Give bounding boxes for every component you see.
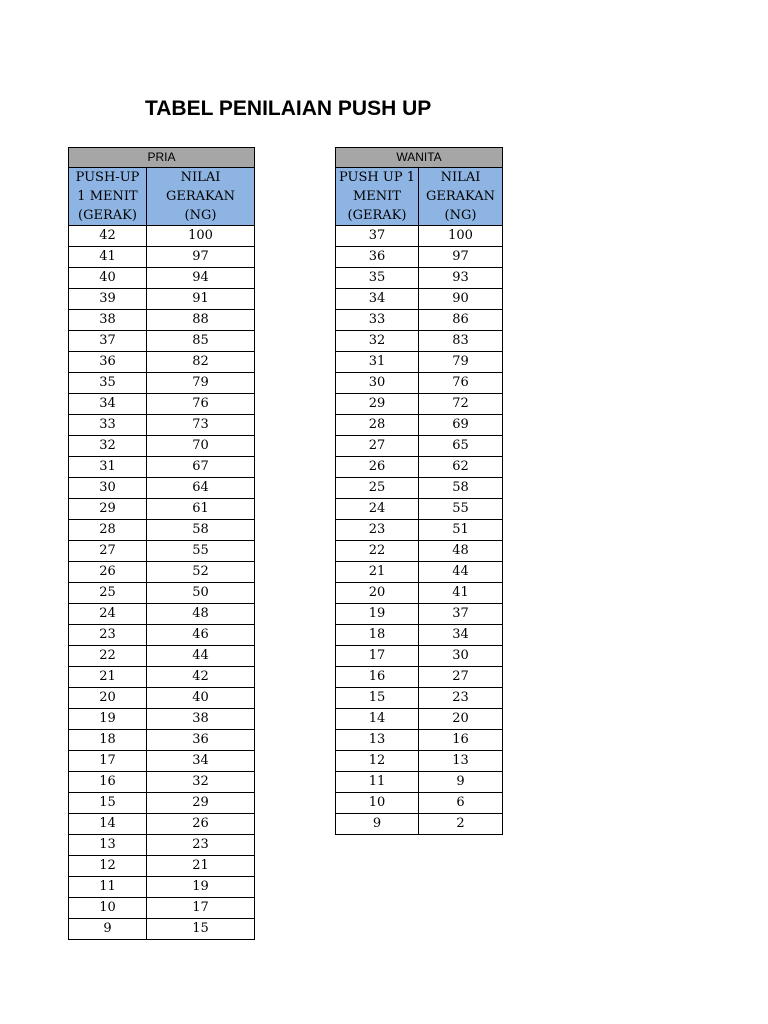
wanita-table-row bbox=[336, 373, 503, 394]
pria-table-row bbox=[69, 751, 255, 772]
wanita-nilai-cell: 86 bbox=[419, 310, 503, 331]
wanita-pushup-cell: 16 bbox=[336, 667, 419, 688]
wanita-nilai-cell: 20 bbox=[419, 709, 503, 730]
pria-table-row bbox=[69, 604, 255, 625]
pria-pushup-cell: 30 bbox=[69, 478, 147, 499]
pria-nilai-cell: 44 bbox=[147, 646, 255, 667]
wanita-nilai-cell: 16 bbox=[419, 730, 503, 751]
pria-nilai-cell: 61 bbox=[147, 499, 255, 520]
wanita-pushup-cell: 27 bbox=[336, 436, 419, 457]
wanita-pushup-cell: 11 bbox=[336, 772, 419, 793]
pria-pushup-cell: 24 bbox=[69, 604, 147, 625]
pria-table-row bbox=[69, 877, 255, 898]
pria-nilai-cell: 97 bbox=[147, 247, 255, 268]
wanita-pushup-cell: 20 bbox=[336, 583, 419, 604]
wanita-nilai-cell: 34 bbox=[419, 625, 503, 646]
pria-table-row bbox=[69, 625, 255, 646]
pria-group-header: PRIA bbox=[69, 148, 255, 168]
pria-table-row bbox=[69, 394, 255, 415]
pria-table-row bbox=[69, 226, 255, 247]
pria-pushup-cell: 35 bbox=[69, 373, 147, 394]
pria-pushup-cell: 13 bbox=[69, 835, 147, 856]
pria-pushup-cell: 39 bbox=[69, 289, 147, 310]
pria-table-row bbox=[69, 793, 255, 814]
wanita-table-row bbox=[336, 352, 503, 373]
wanita-table-row bbox=[336, 457, 503, 478]
pria-nilai-cell: 19 bbox=[147, 877, 255, 898]
pria-pushup-cell: 15 bbox=[69, 793, 147, 814]
pria-pushup-cell: 10 bbox=[69, 898, 147, 919]
pria-pushup-cell: 23 bbox=[69, 625, 147, 646]
wanita-pushup-cell: 15 bbox=[336, 688, 419, 709]
wanita-pushup-cell: 35 bbox=[336, 268, 419, 289]
wanita-pushup-cell: 29 bbox=[336, 394, 419, 415]
wanita-score-table bbox=[335, 147, 503, 835]
wanita-nilai-header: NILAI GERAKAN (NG) bbox=[419, 168, 503, 226]
wanita-nilai-cell: 62 bbox=[419, 457, 503, 478]
wanita-nilai-cell: 27 bbox=[419, 667, 503, 688]
wanita-table-row bbox=[336, 751, 503, 772]
wanita-nilai-cell: 97 bbox=[419, 247, 503, 268]
pria-nilai-cell: 55 bbox=[147, 541, 255, 562]
pria-table-row bbox=[69, 709, 255, 730]
wanita-pushup-cell: 21 bbox=[336, 562, 419, 583]
pria-nilai-cell: 94 bbox=[147, 268, 255, 289]
pria-table-row bbox=[69, 436, 255, 457]
wanita-nilai-cell: 48 bbox=[419, 541, 503, 562]
wanita-nilai-cell: 55 bbox=[419, 499, 503, 520]
wanita-nilai-cell: 72 bbox=[419, 394, 503, 415]
wanita-nilai-cell: 90 bbox=[419, 289, 503, 310]
wanita-pushup-cell: 36 bbox=[336, 247, 419, 268]
pria-nilai-cell: 52 bbox=[147, 562, 255, 583]
pria-nilai-cell: 40 bbox=[147, 688, 255, 709]
wanita-pushup-cell: 22 bbox=[336, 541, 419, 562]
pria-table-row bbox=[69, 373, 255, 394]
pria-pushup-cell: 38 bbox=[69, 310, 147, 331]
pria-table-row bbox=[69, 268, 255, 289]
wanita-table-row bbox=[336, 499, 503, 520]
wanita-pushup-cell: 34 bbox=[336, 289, 419, 310]
wanita-nilai-cell: 69 bbox=[419, 415, 503, 436]
wanita-table-row bbox=[336, 541, 503, 562]
pria-pushup-cell: 21 bbox=[69, 667, 147, 688]
pria-nilai-cell: 67 bbox=[147, 457, 255, 478]
wanita-nilai-cell: 79 bbox=[419, 352, 503, 373]
pria-nilai-cell: 26 bbox=[147, 814, 255, 835]
wanita-nilai-cell: 83 bbox=[419, 331, 503, 352]
pria-pushup-cell: 29 bbox=[69, 499, 147, 520]
pria-nilai-cell: 79 bbox=[147, 373, 255, 394]
pria-pushup-cell: 14 bbox=[69, 814, 147, 835]
wanita-pushup-cell: 10 bbox=[336, 793, 419, 814]
pria-pushup-cell: 20 bbox=[69, 688, 147, 709]
wanita-table-row bbox=[336, 709, 503, 730]
pria-pushup-cell: 11 bbox=[69, 877, 147, 898]
pria-nilai-cell: 85 bbox=[147, 331, 255, 352]
pria-nilai-cell: 36 bbox=[147, 730, 255, 751]
pria-pushup-cell: 36 bbox=[69, 352, 147, 373]
pria-pushup-cell: 26 bbox=[69, 562, 147, 583]
pria-table-row bbox=[69, 772, 255, 793]
pria-nilai-cell: 100 bbox=[147, 226, 255, 247]
wanita-table-row bbox=[336, 247, 503, 268]
wanita-table-row bbox=[336, 772, 503, 793]
pria-table-row bbox=[69, 541, 255, 562]
wanita-table-row bbox=[336, 331, 503, 352]
pria-table-row bbox=[69, 457, 255, 478]
wanita-pushup-cell: 25 bbox=[336, 478, 419, 499]
pria-pushup-cell: 22 bbox=[69, 646, 147, 667]
pria-table-row bbox=[69, 247, 255, 268]
pria-pushup-cell: 18 bbox=[69, 730, 147, 751]
wanita-pushup-cell: 19 bbox=[336, 604, 419, 625]
pria-nilai-cell: 46 bbox=[147, 625, 255, 646]
pria-table-row bbox=[69, 835, 255, 856]
wanita-table-row bbox=[336, 793, 503, 814]
pria-table-row bbox=[69, 730, 255, 751]
wanita-pushup-cell: 28 bbox=[336, 415, 419, 436]
wanita-nilai-cell: 44 bbox=[419, 562, 503, 583]
pria-pushup-cell: 34 bbox=[69, 394, 147, 415]
pria-nilai-cell: 70 bbox=[147, 436, 255, 457]
wanita-nilai-cell: 9 bbox=[419, 772, 503, 793]
wanita-nilai-cell: 23 bbox=[419, 688, 503, 709]
wanita-table-row bbox=[336, 394, 503, 415]
pria-nilai-cell: 73 bbox=[147, 415, 255, 436]
wanita-table-row bbox=[336, 688, 503, 709]
pria-table-row bbox=[69, 646, 255, 667]
wanita-table-row bbox=[336, 667, 503, 688]
pria-pushup-cell: 40 bbox=[69, 268, 147, 289]
pria-nilai-cell: 88 bbox=[147, 310, 255, 331]
wanita-pushup-cell: 33 bbox=[336, 310, 419, 331]
pria-table-row bbox=[69, 814, 255, 835]
pria-pushup-cell: 37 bbox=[69, 331, 147, 352]
wanita-pushup-cell: 24 bbox=[336, 499, 419, 520]
pria-nilai-cell: 64 bbox=[147, 478, 255, 499]
pria-pushup-cell: 31 bbox=[69, 457, 147, 478]
wanita-group-header: WANITA bbox=[336, 148, 503, 168]
pria-nilai-header: NILAI GERAKAN (NG) bbox=[147, 168, 255, 226]
pria-pushup-cell: 41 bbox=[69, 247, 147, 268]
wanita-table-row bbox=[336, 646, 503, 667]
page-title: TABEL PENILAIAN PUSH UP bbox=[145, 97, 432, 120]
wanita-table-row bbox=[336, 730, 503, 751]
wanita-table-row bbox=[336, 604, 503, 625]
wanita-nilai-cell: 6 bbox=[419, 793, 503, 814]
pria-table-row bbox=[69, 289, 255, 310]
wanita-nilai-cell: 76 bbox=[419, 373, 503, 394]
pria-pushup-cell: 42 bbox=[69, 226, 147, 247]
wanita-table-row bbox=[336, 268, 503, 289]
wanita-table-row bbox=[336, 478, 503, 499]
pria-pushup-cell: 32 bbox=[69, 436, 147, 457]
pria-table-row bbox=[69, 331, 255, 352]
pria-nilai-cell: 29 bbox=[147, 793, 255, 814]
pria-nilai-cell: 23 bbox=[147, 835, 255, 856]
wanita-nilai-cell: 58 bbox=[419, 478, 503, 499]
pria-score-table bbox=[68, 147, 255, 940]
wanita-nilai-cell: 2 bbox=[419, 814, 503, 835]
wanita-pushup-cell: 30 bbox=[336, 373, 419, 394]
pria-nilai-cell: 42 bbox=[147, 667, 255, 688]
wanita-table-row bbox=[336, 226, 503, 247]
pria-table-row bbox=[69, 583, 255, 604]
wanita-table-row bbox=[336, 289, 503, 310]
wanita-pushup-cell: 18 bbox=[336, 625, 419, 646]
pria-nilai-cell: 17 bbox=[147, 898, 255, 919]
wanita-pushup-header: PUSH UP 1 MENIT (GERAK) bbox=[336, 168, 419, 226]
pria-table-row bbox=[69, 310, 255, 331]
wanita-pushup-cell: 31 bbox=[336, 352, 419, 373]
pria-nilai-cell: 15 bbox=[147, 919, 255, 940]
pria-nilai-cell: 48 bbox=[147, 604, 255, 625]
pria-nilai-cell: 21 bbox=[147, 856, 255, 877]
pria-table-row bbox=[69, 667, 255, 688]
wanita-pushup-cell: 32 bbox=[336, 331, 419, 352]
pria-pushup-cell: 28 bbox=[69, 520, 147, 541]
pria-table-row bbox=[69, 520, 255, 541]
pria-nilai-cell: 32 bbox=[147, 772, 255, 793]
wanita-nilai-cell: 93 bbox=[419, 268, 503, 289]
wanita-table-row bbox=[336, 310, 503, 331]
pria-pushup-cell: 27 bbox=[69, 541, 147, 562]
pria-table-row bbox=[69, 478, 255, 499]
wanita-nilai-cell: 30 bbox=[419, 646, 503, 667]
wanita-pushup-cell: 26 bbox=[336, 457, 419, 478]
wanita-table-row bbox=[336, 562, 503, 583]
pria-pushup-cell: 16 bbox=[69, 772, 147, 793]
wanita-pushup-cell: 9 bbox=[336, 814, 419, 835]
wanita-table-row bbox=[336, 520, 503, 541]
wanita-table-row bbox=[336, 583, 503, 604]
wanita-nilai-cell: 100 bbox=[419, 226, 503, 247]
wanita-table-row bbox=[336, 625, 503, 646]
pria-nilai-cell: 82 bbox=[147, 352, 255, 373]
wanita-nilai-cell: 37 bbox=[419, 604, 503, 625]
pria-table-row bbox=[69, 562, 255, 583]
wanita-nilai-cell: 41 bbox=[419, 583, 503, 604]
pria-table-row bbox=[69, 856, 255, 877]
pria-table-row bbox=[69, 415, 255, 436]
pria-nilai-cell: 76 bbox=[147, 394, 255, 415]
pria-pushup-cell: 12 bbox=[69, 856, 147, 877]
pria-pushup-header: PUSH-UP 1 MENIT (GERAK) bbox=[69, 168, 147, 226]
pria-nilai-cell: 91 bbox=[147, 289, 255, 310]
wanita-nilai-cell: 65 bbox=[419, 436, 503, 457]
pria-nilai-cell: 58 bbox=[147, 520, 255, 541]
wanita-pushup-cell: 13 bbox=[336, 730, 419, 751]
wanita-pushup-cell: 17 bbox=[336, 646, 419, 667]
pria-table-row bbox=[69, 352, 255, 373]
wanita-pushup-cell: 14 bbox=[336, 709, 419, 730]
pria-pushup-cell: 19 bbox=[69, 709, 147, 730]
pria-pushup-cell: 9 bbox=[69, 919, 147, 940]
wanita-table-row bbox=[336, 415, 503, 436]
pria-table-row bbox=[69, 898, 255, 919]
pria-table-row bbox=[69, 919, 255, 940]
wanita-table-row bbox=[336, 814, 503, 835]
pria-nilai-cell: 50 bbox=[147, 583, 255, 604]
pria-table-row bbox=[69, 688, 255, 709]
wanita-table-row bbox=[336, 436, 503, 457]
pria-table-row bbox=[69, 499, 255, 520]
pria-pushup-cell: 33 bbox=[69, 415, 147, 436]
wanita-pushup-cell: 23 bbox=[336, 520, 419, 541]
wanita-pushup-cell: 37 bbox=[336, 226, 419, 247]
pria-nilai-cell: 34 bbox=[147, 751, 255, 772]
wanita-nilai-cell: 51 bbox=[419, 520, 503, 541]
pria-pushup-cell: 25 bbox=[69, 583, 147, 604]
wanita-pushup-cell: 12 bbox=[336, 751, 419, 772]
wanita-nilai-cell: 13 bbox=[419, 751, 503, 772]
pria-pushup-cell: 17 bbox=[69, 751, 147, 772]
pria-nilai-cell: 38 bbox=[147, 709, 255, 730]
